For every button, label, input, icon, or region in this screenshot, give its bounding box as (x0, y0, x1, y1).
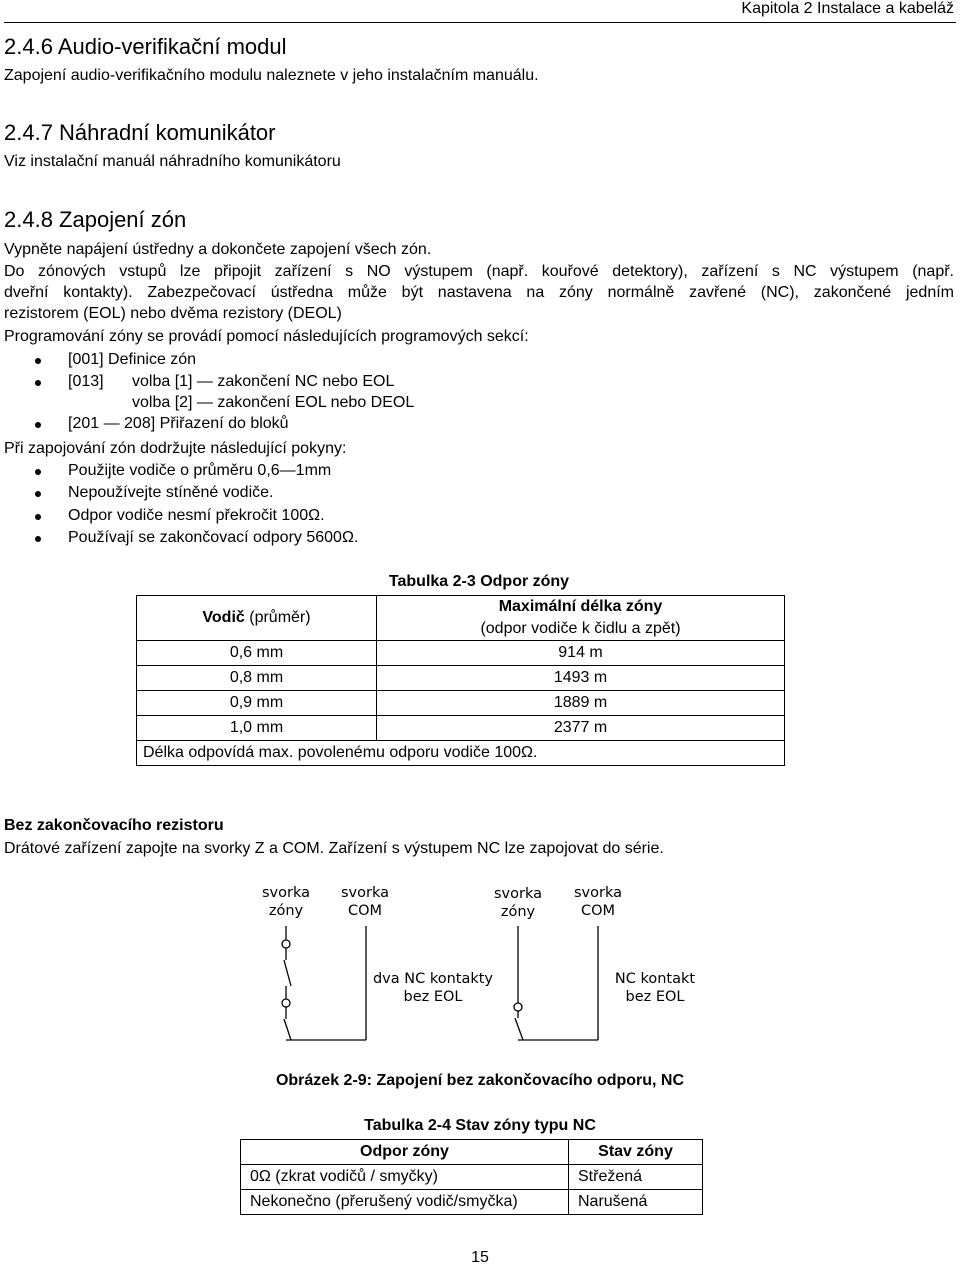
list-item: Použijte vodiče o průměru 0,6—1mm (68, 462, 332, 479)
table-caption-23: Tabulka 2-3 Odpor zóny (388, 573, 570, 590)
list-item: Odpor vodiče nesmí překročit 100Ω. (68, 507, 325, 524)
table-row (241, 1190, 703, 1215)
table-caption-24: Tabulka 2-4 Stav zóny typu NC (364, 1117, 596, 1134)
left-zone-terminal-label: svorka zóny (262, 885, 310, 919)
terminal-circle (514, 1003, 522, 1011)
terminal-circle (282, 940, 290, 948)
terminal-circle (282, 999, 290, 1007)
list-item: Používají se zakončovací odpory 5600Ω. (68, 529, 359, 546)
section-title-246: 2.4.6 Audio-verifikační modul (4, 34, 287, 59)
table-cell: 914 m (377, 641, 785, 666)
list-item: [201 — 208] Přiřazení do bloků (68, 415, 289, 432)
paragraph-line-5: Programování zóny se provádí pomocí následujících programových sekcí: (4, 328, 529, 345)
section-title-247: 2.4.7 Náhradní komunikátor (4, 120, 276, 145)
section-title-248: 2.4.8 Zapojení zón (4, 207, 187, 232)
section-text-246: Zapojení audio-verifikačního modulu naleznete v jeho instalačním manuálu. (4, 67, 539, 84)
table-cell: 1889 m (377, 691, 785, 716)
table-cell: 0,6 mm (137, 641, 377, 666)
table-cell: 0,9 mm (137, 691, 377, 716)
right-zone-terminal-label: svorka zóny (494, 886, 542, 920)
table-cell: 0,8 mm (137, 666, 377, 691)
contact-2-blade (284, 1019, 291, 1040)
paragraph-line-1: Vypněte napájení ústředny a dokončete zapojení všech zón. (4, 241, 432, 258)
subsection-title: Bez zakončovacího rezistoru (4, 817, 224, 834)
table-header-cell: Maximální délka zóny (odpor vodiče k čidlu a zpět) (377, 596, 785, 641)
right-com-terminal-label: svorka COM (574, 885, 622, 919)
table-footer: Délka odpovídá max. povolenému odporu vodiče 100Ω. (137, 741, 785, 766)
list-item-sub: volba [1] — zakončení NC nebo EOL (132, 373, 395, 390)
list-item-sub: volba [2] — zakončení EOL nebo DEOL (132, 394, 415, 411)
chapter-header: Kapitola 2 Instalace a kabeláž (741, 0, 954, 17)
list-item: [001] Definice zón (68, 351, 197, 368)
table-cell: Narušená (569, 1190, 703, 1215)
zone-state-table (240, 1139, 703, 1215)
table-row (241, 1165, 703, 1190)
table-cell: Střežená (569, 1165, 703, 1190)
paragraph-line-2: Do zónových vstupů lze připojit zařízení s NO výstupem (např. kouřové detektory), zařízení s NC výstupem (např. (4, 263, 954, 280)
table-cell: Nekonečno (přerušený vodič/smyčka) (241, 1190, 569, 1215)
left-contact-label: dva NC kontakty bez EOL (372, 971, 494, 1005)
list-item: Nepoužívejte stíněné vodiče. (68, 484, 274, 501)
table-cell: 1493 m (377, 666, 785, 691)
table-header-cell: Odpor zóny (241, 1140, 569, 1165)
contact-blade (515, 1018, 523, 1040)
subsection-text: Drátové zařízení zapojte na svorky Z a COM. Zařízení s výstupem NC lze zapojovat do série. (4, 840, 664, 857)
table-cell: 1,0 mm (137, 716, 377, 741)
list-item: [013] (68, 373, 104, 390)
figure-caption: Obrázek 2-9: Zapojení bez zakončovacího odporu, NC (275, 1072, 685, 1089)
guidelines-intro: Při zapojování zón dodržujte následující pokyny: (4, 440, 347, 457)
contact-1-blade (284, 960, 291, 986)
table-cell: 2377 m (377, 716, 785, 741)
table-cell: 0Ω (zkrat vodičů / smyčky) (241, 1165, 569, 1190)
paragraph-line-3: dveřní kontakty). Zabezpečovací ústředna může být nastavena na zóny normálně zavřené (NC), zakončené jedním (4, 284, 954, 301)
table-header-cell: Stav zóny (569, 1140, 703, 1165)
section-text-247: Viz instalační manuál náhradního komunikátoru (4, 153, 341, 170)
right-contact-label: NC kontakt bez EOL (614, 971, 696, 1005)
left-com-terminal-label: svorka COM (341, 885, 389, 919)
table-header-cell: Vodič (průměr) (137, 596, 377, 641)
paragraph-line-4: rezistorem (EOL) nebo dvěma rezistory (DEOL) (4, 305, 342, 322)
page-number: 15 (471, 1249, 489, 1266)
